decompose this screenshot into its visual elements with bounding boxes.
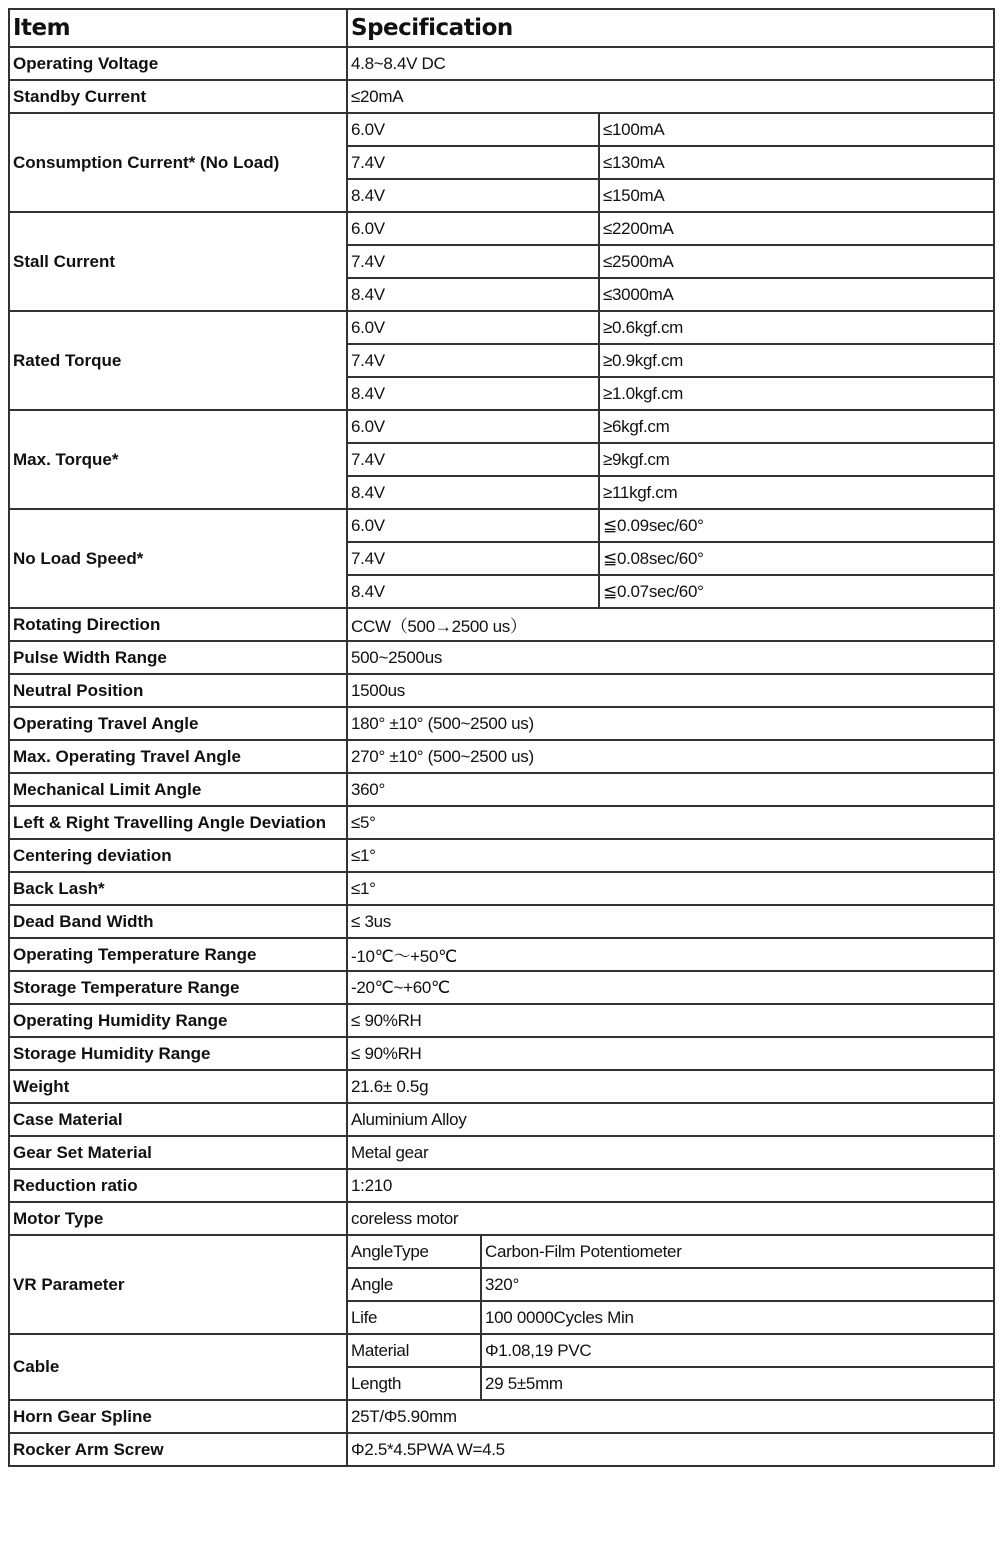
spec-item-label: Dead Band Width bbox=[9, 905, 347, 938]
spec-value: ≤ 90%RH bbox=[347, 1037, 994, 1070]
spec-item-label: Operating Humidity Range bbox=[9, 1004, 347, 1037]
spec-value: 21.6± 0.5g bbox=[347, 1070, 994, 1103]
spec-item-label: VR Parameter bbox=[9, 1235, 347, 1334]
spec-item-label: Case Material bbox=[9, 1103, 347, 1136]
spec-row bbox=[9, 1004, 994, 1037]
spec-row bbox=[9, 608, 994, 641]
spec-subrow bbox=[9, 311, 994, 344]
spec-sub-value: ≤130mA bbox=[599, 146, 994, 179]
spec-value: 4.8~8.4V DC bbox=[347, 47, 994, 80]
spec-sub-value: 29 5±5mm bbox=[481, 1367, 994, 1400]
spec-row bbox=[9, 1400, 994, 1433]
spec-value: CCW（500→2500 us） bbox=[347, 608, 994, 641]
spec-sub-key: Material bbox=[347, 1334, 481, 1367]
spec-sub-key: 7.4V bbox=[347, 146, 599, 179]
spec-sub-value: ≤100mA bbox=[599, 113, 994, 146]
spec-value: -10℃～+50℃ bbox=[347, 938, 994, 971]
spec-subrow bbox=[9, 212, 994, 245]
spec-subrow bbox=[9, 410, 994, 443]
spec-sub-value: ≤2500mA bbox=[599, 245, 994, 278]
spec-subrow bbox=[9, 113, 994, 146]
spec-sub-value: Carbon-Film Potentiometer bbox=[481, 1235, 994, 1268]
spec-item-label: Gear Set Material bbox=[9, 1136, 347, 1169]
spec-value: ≤20mA bbox=[347, 80, 994, 113]
spec-item-label: Operating Travel Angle bbox=[9, 707, 347, 740]
spec-sub-value: ≥1.0kgf.cm bbox=[599, 377, 994, 410]
spec-sub-key: 6.0V bbox=[347, 311, 599, 344]
spec-item-label: Operating Voltage bbox=[9, 47, 347, 80]
spec-sub-key: 8.4V bbox=[347, 476, 599, 509]
spec-row bbox=[9, 1169, 994, 1202]
spec-row bbox=[9, 872, 994, 905]
header-item: Item bbox=[9, 9, 347, 47]
spec-value: 1:210 bbox=[347, 1169, 994, 1202]
spec-row bbox=[9, 641, 994, 674]
spec-row bbox=[9, 905, 994, 938]
spec-item-label: Consumption Current* (No Load) bbox=[9, 113, 347, 212]
spec-sub-value: ≦0.07sec/60° bbox=[599, 575, 994, 608]
spec-item-label: Cable bbox=[9, 1334, 347, 1400]
spec-item-label: Centering deviation bbox=[9, 839, 347, 872]
spec-row bbox=[9, 971, 994, 1004]
spec-value: coreless motor bbox=[347, 1202, 994, 1235]
header-specification: Specification bbox=[347, 9, 994, 47]
spec-sub-key: 6.0V bbox=[347, 212, 599, 245]
spec-item-label: Standby Current bbox=[9, 80, 347, 113]
spec-item-label: Rated Torque bbox=[9, 311, 347, 410]
spec-row bbox=[9, 740, 994, 773]
spec-subrow bbox=[9, 1334, 994, 1367]
spec-value: Aluminium Alloy bbox=[347, 1103, 994, 1136]
spec-sub-value: ≥9kgf.cm bbox=[599, 443, 994, 476]
spec-subrow bbox=[9, 1235, 994, 1268]
spec-value: 360° bbox=[347, 773, 994, 806]
spec-item-label: Back Lash* bbox=[9, 872, 347, 905]
spec-sub-key: AngleType bbox=[347, 1235, 481, 1268]
specification-table bbox=[8, 8, 995, 1467]
spec-sub-value: ≥6kgf.cm bbox=[599, 410, 994, 443]
spec-item-label: Max. Torque* bbox=[9, 410, 347, 509]
spec-row bbox=[9, 1202, 994, 1235]
spec-value: ≤1° bbox=[347, 872, 994, 905]
spec-sub-value: 100 0000Cycles Min bbox=[481, 1301, 994, 1334]
spec-value: 500~2500us bbox=[347, 641, 994, 674]
spec-value: Metal gear bbox=[347, 1136, 994, 1169]
spec-sub-key: Life bbox=[347, 1301, 481, 1334]
spec-subrow bbox=[9, 509, 994, 542]
spec-row bbox=[9, 1070, 994, 1103]
spec-row bbox=[9, 1037, 994, 1070]
spec-sub-key: 7.4V bbox=[347, 344, 599, 377]
spec-item-label: Rotating Direction bbox=[9, 608, 347, 641]
spec-sub-key: 7.4V bbox=[347, 245, 599, 278]
spec-sub-value: ≥11kgf.cm bbox=[599, 476, 994, 509]
spec-row bbox=[9, 1103, 994, 1136]
spec-item-label: Weight bbox=[9, 1070, 347, 1103]
spec-row bbox=[9, 839, 994, 872]
spec-item-label: Rocker Arm Screw bbox=[9, 1433, 347, 1466]
spec-item-label: Horn Gear Spline bbox=[9, 1400, 347, 1433]
spec-row bbox=[9, 1136, 994, 1169]
spec-sub-value: Φ1.08,19 PVC bbox=[481, 1334, 994, 1367]
spec-sub-key: 6.0V bbox=[347, 509, 599, 542]
spec-sub-key: 8.4V bbox=[347, 179, 599, 212]
spec-value: -20℃~+60℃ bbox=[347, 971, 994, 1004]
spec-value: 1500us bbox=[347, 674, 994, 707]
spec-item-label: Pulse Width Range bbox=[9, 641, 347, 674]
spec-value: 25T/Φ5.90mm bbox=[347, 1400, 994, 1433]
spec-sub-key: 6.0V bbox=[347, 410, 599, 443]
spec-item-label: Stall Current bbox=[9, 212, 347, 311]
spec-item-label: Storage Temperature Range bbox=[9, 971, 347, 1004]
spec-value: ≤1° bbox=[347, 839, 994, 872]
spec-value: Φ2.5*4.5PWA W=4.5 bbox=[347, 1433, 994, 1466]
spec-item-label: No Load Speed* bbox=[9, 509, 347, 608]
spec-sub-key: 7.4V bbox=[347, 542, 599, 575]
spec-sub-value: ≤3000mA bbox=[599, 278, 994, 311]
spec-sub-key: Length bbox=[347, 1367, 481, 1400]
spec-sub-value: ≥0.9kgf.cm bbox=[599, 344, 994, 377]
spec-value: 180° ±10° (500~2500 us) bbox=[347, 707, 994, 740]
spec-sub-value: ≦0.08sec/60° bbox=[599, 542, 994, 575]
spec-row bbox=[9, 80, 994, 113]
spec-sub-key: 6.0V bbox=[347, 113, 599, 146]
spec-sub-value: ≥0.6kgf.cm bbox=[599, 311, 994, 344]
spec-row bbox=[9, 47, 994, 80]
spec-sub-value: ≤2200mA bbox=[599, 212, 994, 245]
spec-row bbox=[9, 1433, 994, 1466]
spec-item-label: Left & Right Travelling Angle Deviation bbox=[9, 806, 347, 839]
spec-item-label: Max. Operating Travel Angle bbox=[9, 740, 347, 773]
spec-sub-key: 8.4V bbox=[347, 377, 599, 410]
spec-sub-key: Angle bbox=[347, 1268, 481, 1301]
spec-value: ≤5° bbox=[347, 806, 994, 839]
spec-item-label: Reduction ratio bbox=[9, 1169, 347, 1202]
table-header-row bbox=[9, 9, 994, 47]
spec-row bbox=[9, 707, 994, 740]
spec-item-label: Motor Type bbox=[9, 1202, 347, 1235]
spec-sub-key: 8.4V bbox=[347, 575, 599, 608]
spec-item-label: Storage Humidity Range bbox=[9, 1037, 347, 1070]
spec-row bbox=[9, 773, 994, 806]
spec-sub-value: ≤150mA bbox=[599, 179, 994, 212]
spec-value: ≤ 90%RH bbox=[347, 1004, 994, 1037]
spec-item-label: Neutral Position bbox=[9, 674, 347, 707]
spec-row bbox=[9, 674, 994, 707]
spec-value: 270° ±10° (500~2500 us) bbox=[347, 740, 994, 773]
spec-sub-key: 7.4V bbox=[347, 443, 599, 476]
spec-sub-value: 320° bbox=[481, 1268, 994, 1301]
spec-sub-value: ≦0.09sec/60° bbox=[599, 509, 994, 542]
spec-item-label: Mechanical Limit Angle bbox=[9, 773, 347, 806]
spec-row bbox=[9, 938, 994, 971]
spec-item-label: Operating Temperature Range bbox=[9, 938, 347, 971]
spec-sub-key: 8.4V bbox=[347, 278, 599, 311]
spec-row bbox=[9, 806, 994, 839]
spec-value: ≤ 3us bbox=[347, 905, 994, 938]
